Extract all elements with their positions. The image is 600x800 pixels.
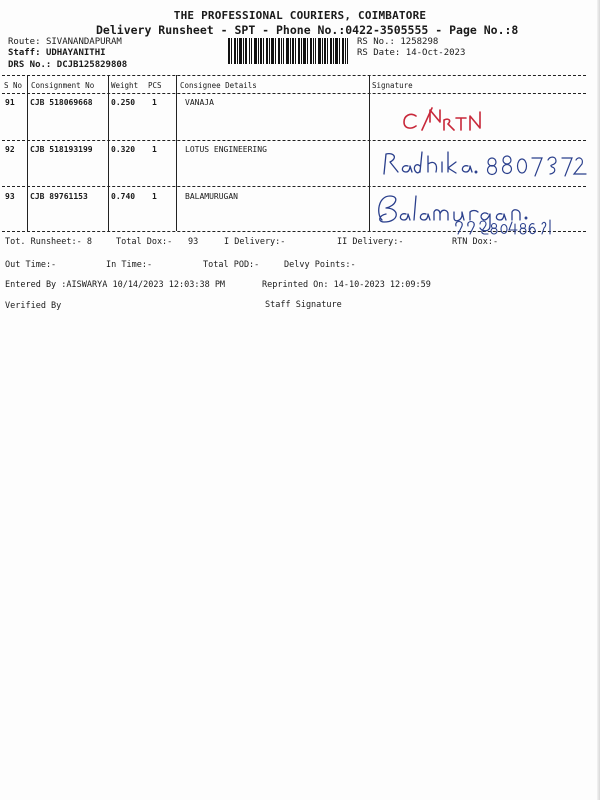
staff-signature: Staff Signature bbox=[265, 300, 342, 310]
row-consignee: BALAMURUGAN bbox=[185, 192, 238, 201]
col-header-consignment: Consignment No bbox=[31, 81, 95, 90]
row-consignment: CJB 518069668 bbox=[30, 98, 93, 107]
in-time: In Time:- bbox=[106, 260, 153, 270]
rs-no-line bbox=[357, 37, 438, 47]
row-consignee: LOTUS ENGINEERING bbox=[185, 145, 267, 154]
col-header-weight: Weight bbox=[111, 81, 139, 90]
row-weight: 0.250 bbox=[111, 98, 136, 107]
row-consignee: VANAJA bbox=[185, 98, 214, 107]
total-dox-value: 93 bbox=[188, 237, 199, 247]
column-rule bbox=[108, 75, 109, 231]
column-rule bbox=[27, 75, 28, 231]
row-weight: 0.740 bbox=[111, 192, 136, 201]
reprinted-on: Reprinted On: 14-10-2023 12:09:59 bbox=[262, 280, 431, 290]
company-title: THE PROFESSIONAL COURIERS, COIMBATORE bbox=[173, 9, 427, 22]
total-runsheet: Tot. Runsheet:- 8 bbox=[5, 237, 92, 247]
row-sno: 93 bbox=[5, 192, 15, 201]
column-rule bbox=[176, 75, 177, 231]
row-weight: 0.320 bbox=[111, 145, 136, 154]
row-pcs: 1 bbox=[152, 192, 157, 201]
runsheet-subtitle: Delivery Runsheet - SPT - Phone No.:0422-3505555 - Page No.:8 bbox=[96, 23, 519, 37]
row-divider bbox=[2, 186, 586, 187]
row-sno: 92 bbox=[5, 145, 15, 154]
signature-radhika bbox=[380, 148, 590, 182]
staff-label: Staff: bbox=[8, 48, 41, 58]
row-pcs: 1 bbox=[152, 145, 157, 154]
drs-value: DCJB125829808 bbox=[56, 60, 128, 70]
signature-balamurgan bbox=[372, 188, 552, 236]
rs-date-line bbox=[357, 48, 465, 58]
route-label: Route: bbox=[8, 37, 41, 47]
rtn-dox: RTN Dox:- bbox=[452, 237, 499, 247]
row-sno: 91 bbox=[5, 98, 15, 107]
table-top-rule bbox=[2, 75, 586, 76]
ii-delivery: II Delivery:- bbox=[337, 237, 404, 247]
row-consignment: CJB 89761153 bbox=[30, 192, 88, 201]
table-header-rule bbox=[2, 93, 586, 94]
total-pod: Total POD:- bbox=[203, 260, 260, 270]
col-header-pcs: PCS bbox=[148, 81, 162, 90]
staff-line bbox=[8, 48, 106, 58]
route-value: SIVANANDAPURAM bbox=[45, 37, 122, 47]
rs-date-value: 14-Oct-2023 bbox=[405, 48, 466, 58]
rs-no-label: RS No.: bbox=[357, 37, 395, 47]
i-delivery: I Delivery:- bbox=[224, 237, 286, 247]
out-time: Out Time:- bbox=[5, 260, 57, 270]
rs-date-label: RS Date: bbox=[357, 48, 401, 58]
total-dox-label: Total Dox:- bbox=[116, 237, 173, 247]
column-rule bbox=[369, 75, 370, 231]
row-consignment: CJB 518193199 bbox=[30, 145, 93, 154]
delvy-points: Delvy Points:- bbox=[284, 260, 356, 270]
drs-line bbox=[8, 60, 127, 70]
entered-by: Entered By :AISWARYA 10/14/2023 12:03:38 PM bbox=[5, 280, 226, 290]
col-header-consignee: Consignee Details bbox=[180, 81, 257, 90]
barcode-graphic bbox=[228, 38, 348, 64]
route-line bbox=[8, 37, 122, 47]
row-pcs: 1 bbox=[152, 98, 157, 107]
col-header-sno: S No bbox=[4, 81, 23, 90]
row-divider bbox=[2, 140, 586, 141]
signature-cn-rtn bbox=[400, 104, 500, 138]
col-header-signature: Signature bbox=[372, 81, 413, 90]
verified-by: Verified By bbox=[5, 301, 62, 311]
staff-value: UDHAYANITHI bbox=[45, 48, 106, 58]
rs-no-value: 1258298 bbox=[400, 37, 439, 47]
drs-label: DRS No.: bbox=[8, 60, 52, 70]
